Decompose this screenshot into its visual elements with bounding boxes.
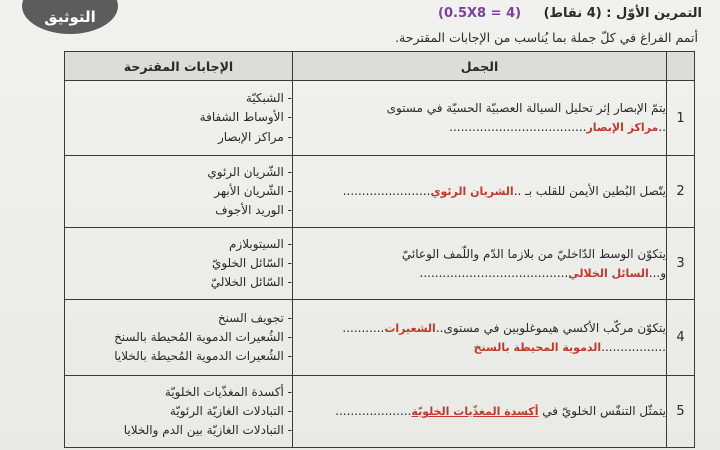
option: - مراكز الإبصار xyxy=(217,129,292,144)
option: - السّائل الخلاليّ xyxy=(210,275,292,290)
option: - تجويف السنخ xyxy=(217,310,292,325)
sentence-text: يتّصل البُطين الأيمن للقلب بـ ..الشريان الرئوي....................... xyxy=(342,184,666,199)
answer-options xyxy=(65,300,293,376)
sentence-fill: و...السائل الخلالي....................................... xyxy=(419,265,666,280)
option: - السّائل الخلويّ xyxy=(211,255,292,270)
option: - أكسدة المغذّيات الخلويّة xyxy=(164,384,292,399)
exercise-header xyxy=(438,6,702,21)
exercise-points: (4 نقاط) xyxy=(543,6,602,21)
filled-answer: الشعيرات xyxy=(384,321,436,335)
option: - الشّريان الرئوي xyxy=(207,164,292,179)
filled-answer: الدموية المحيطة بالسنخ xyxy=(473,340,602,354)
exercise-table xyxy=(64,51,695,448)
exercise-scale: (4 = 0.5X8) xyxy=(438,6,522,21)
row-number: 4 xyxy=(667,300,695,376)
option: - الوريد الأجوف xyxy=(215,203,292,218)
filled-answer: مراكز الإبصار xyxy=(586,121,659,134)
sentence-fill: .................الدموية المحيطة بالسنخ xyxy=(473,339,666,354)
sentence-cell xyxy=(293,376,667,448)
sentence-text: يتمّ الإبصار إثر تحليل السيالة العصبيّة الحسيّة في مستوى xyxy=(386,101,666,116)
row-number: 5 xyxy=(667,376,695,448)
table-header-row xyxy=(65,52,695,81)
row-number: 2 xyxy=(667,156,695,228)
exercise-instruction: أتمم الفراغ في كلّ جملة بما يُناسب من الإجابات المقترحة. xyxy=(395,30,698,45)
filled-answer: السائل الخلالي xyxy=(568,266,649,280)
sentence-cell xyxy=(293,228,667,300)
sentence-cell xyxy=(293,81,667,156)
answer-options xyxy=(65,376,293,448)
sentence-cell xyxy=(293,300,667,376)
answer-options xyxy=(65,156,293,228)
row-number: 1 xyxy=(667,81,695,156)
sentence-cell xyxy=(293,156,667,228)
filled-answer: الشريان الرئوي xyxy=(430,185,514,199)
option: - السيتوبلازم xyxy=(228,236,292,251)
filled-answer: أكسدة المغذّيات الخلويّة xyxy=(411,405,539,419)
watermark-logo: التوثيق xyxy=(22,0,118,34)
option: - الأوساط الشفافة xyxy=(199,110,292,125)
option: - الشبكيّة xyxy=(245,91,292,106)
exercise-title: التمرين الأوّل : xyxy=(606,6,702,21)
option: - الشُعيرات الدموية المُحيطة بالسنخ xyxy=(114,329,292,344)
option: - التبادلات الغازيّة الرئويّة xyxy=(169,403,292,418)
row-number: 3 xyxy=(667,228,695,300)
answer-options xyxy=(65,228,293,300)
table-row xyxy=(65,300,695,376)
option: - التبادلات الغازيّة بين الدم والخلايا xyxy=(123,423,292,438)
sentence-text: يتكوّن مركّب الأكسي هيموغلوبين في مستوى..الشعيرات........... xyxy=(342,320,666,335)
sentence-fill: ..مراكز الإبصار.................................... xyxy=(449,120,666,134)
sentence-text: يتكوّن الوسط الدّاخليّ من بلازما الدّم واللّمف الوعائيّ xyxy=(401,246,666,261)
option: - الشّريان الأبهر xyxy=(214,183,292,198)
number-header xyxy=(667,52,695,81)
sentence-text: يتمثّل التنفّس الخلويّ في أكسدة المغذّيات الخلويّة.................... xyxy=(335,404,666,419)
table-row xyxy=(65,81,695,156)
table-row xyxy=(65,156,695,228)
sentences-header: الجمل xyxy=(293,52,667,81)
option: - الشُعيرات الدموية المُحيطة بالخلايا xyxy=(114,349,292,364)
answers-header: الإجابات المقترحة xyxy=(65,52,293,81)
table-row xyxy=(65,228,695,300)
answer-options xyxy=(65,81,293,156)
table-row xyxy=(65,376,695,448)
